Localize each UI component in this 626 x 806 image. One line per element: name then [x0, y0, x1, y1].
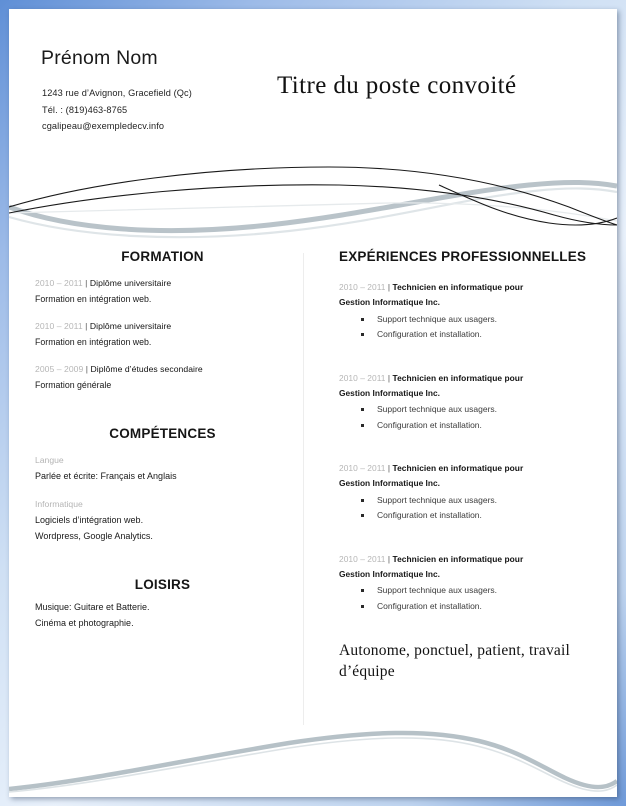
- experience-bullet: Support technique aux usagers.: [361, 312, 599, 328]
- section-title-formation: FORMATION: [121, 249, 204, 264]
- left-column: [35, 249, 290, 632]
- experience-bullet: Support technique aux usagers.: [361, 402, 599, 418]
- experience-role: Technicien en informatique pour: [392, 282, 524, 292]
- experience-bullet-list: [361, 402, 599, 433]
- formation-entry-head: [35, 276, 290, 292]
- formation-entry-head: [35, 362, 290, 378]
- formation-entry-head: [35, 319, 290, 335]
- experience-role: Technicien en informatique pour: [392, 372, 524, 383]
- loisirs-line: Musique: Guitare et Batterie.: [35, 601, 150, 612]
- formation-degree: Diplôme universitaire: [89, 321, 172, 331]
- wave-black-upper: [9, 167, 617, 225]
- experience-bullet-list: [361, 493, 599, 524]
- experience-entry: [339, 371, 599, 434]
- experience-entry-head: [339, 371, 599, 386]
- experience-role: Technicien en informatique pour: [392, 463, 524, 473]
- footer-wave-thin: [9, 738, 617, 792]
- experience-separator: |: [387, 553, 391, 564]
- contact-info-list: [42, 85, 192, 135]
- resume-header: [9, 9, 617, 159]
- section-title-loisirs: LOISIRS: [134, 576, 191, 592]
- target-job-title: Titre du poste convoité: [277, 72, 517, 99]
- wave-footer-svg: [9, 719, 617, 797]
- experience-bullet-list: [361, 312, 599, 343]
- formation-separator: |: [85, 278, 88, 288]
- section-title-competences: COMPÉTENCES: [109, 426, 216, 441]
- loisirs-lines: [35, 599, 290, 632]
- formation-entry: [35, 319, 290, 350]
- section-loisirs: [35, 577, 290, 632]
- wave-gray-pale: [9, 188, 617, 237]
- formation-entry: [35, 362, 290, 393]
- contact-phone: Tél. : (819)463-8765: [42, 104, 128, 115]
- experience-bullet: Support technique aux usagers.: [361, 583, 599, 599]
- formation-degree: Diplôme universitaire: [89, 278, 172, 288]
- closing-statement: Autonome, ponctuel, patient, travail d’équipe: [339, 642, 571, 680]
- experience-separator: |: [387, 463, 391, 473]
- experience-entry-head: [339, 461, 599, 476]
- section-competences: [35, 426, 290, 545]
- experience-bullet: Configuration et installation.: [361, 418, 599, 434]
- experience-company: Gestion Informatique Inc.: [339, 568, 440, 579]
- experience-entry-head: [339, 552, 599, 567]
- experience-separator: |: [387, 282, 391, 292]
- skill-line: Parlée et écrite: Français et Anglais: [35, 471, 177, 481]
- resume-body: [9, 249, 617, 729]
- wave-divider-svg: [9, 155, 617, 247]
- skill-group-label: Langue: [35, 455, 64, 465]
- resume-page: [9, 9, 617, 797]
- experience-date: 2010 – 2011: [339, 372, 386, 383]
- formation-date: 2010 – 2011: [35, 278, 83, 288]
- experience-date: 2010 – 2011: [339, 553, 386, 564]
- wave-divider-graphic: [9, 155, 617, 247]
- experience-entry-head: [339, 280, 599, 295]
- experience-separator: |: [387, 372, 391, 383]
- experience-bullet: Configuration et installation.: [361, 327, 599, 343]
- experience-entry: [339, 461, 599, 524]
- candidate-name: Prénom Nom: [41, 47, 158, 69]
- experience-bullet: Support technique aux usagers.: [361, 493, 599, 509]
- experience-bullet-list: [361, 583, 599, 614]
- formation-separator: |: [85, 364, 89, 374]
- column-divider: [303, 253, 304, 725]
- contact-email: cgalipeau@exempledecv.info: [42, 121, 165, 131]
- formation-entry: [35, 276, 290, 307]
- experience-role: Technicien en informatique pour: [392, 553, 524, 564]
- experience-entry: [339, 552, 599, 615]
- formation-date: 2005 – 2009: [35, 364, 84, 374]
- experience-entry: [339, 280, 599, 343]
- formation-detail: Formation en intégration web.: [35, 293, 152, 304]
- section-title-experiences: EXPÉRIENCES PROFESSIONNELLES: [339, 249, 587, 264]
- experience-company: Gestion Informatique Inc.: [339, 387, 440, 398]
- right-column: [339, 249, 599, 682]
- skill-group: [35, 496, 290, 545]
- experience-bullet: Configuration et installation.: [361, 508, 599, 524]
- skill-line: Logiciels d’intégration web.: [35, 514, 144, 525]
- skill-line: Wordpress, Google Analytics.: [35, 531, 153, 541]
- experience-company: Gestion Informatique Inc.: [339, 478, 440, 488]
- formation-degree: Diplôme d’études secondaire: [90, 364, 203, 374]
- section-formation: [35, 249, 290, 393]
- skill-group: [35, 452, 290, 485]
- skill-group-label: Informatique: [35, 498, 83, 509]
- wave-gray-thick: [9, 182, 617, 230]
- formation-detail: Formation générale: [35, 379, 112, 390]
- experience-company: Gestion Informatique Inc.: [339, 297, 440, 307]
- experience-date: 2010 – 2011: [339, 282, 386, 292]
- experience-bullet: Configuration et installation.: [361, 599, 599, 615]
- loisirs-line: Cinéma et photographie.: [35, 618, 134, 628]
- formation-separator: |: [85, 321, 88, 331]
- formation-detail: Formation en intégration web.: [35, 336, 152, 347]
- formation-date: 2010 – 2011: [35, 321, 83, 331]
- wave-footer-graphic: [9, 719, 617, 797]
- contact-address: 1243 rue d’Avignon, Gracefield (Qc): [42, 88, 192, 98]
- experience-date: 2010 – 2011: [339, 463, 386, 473]
